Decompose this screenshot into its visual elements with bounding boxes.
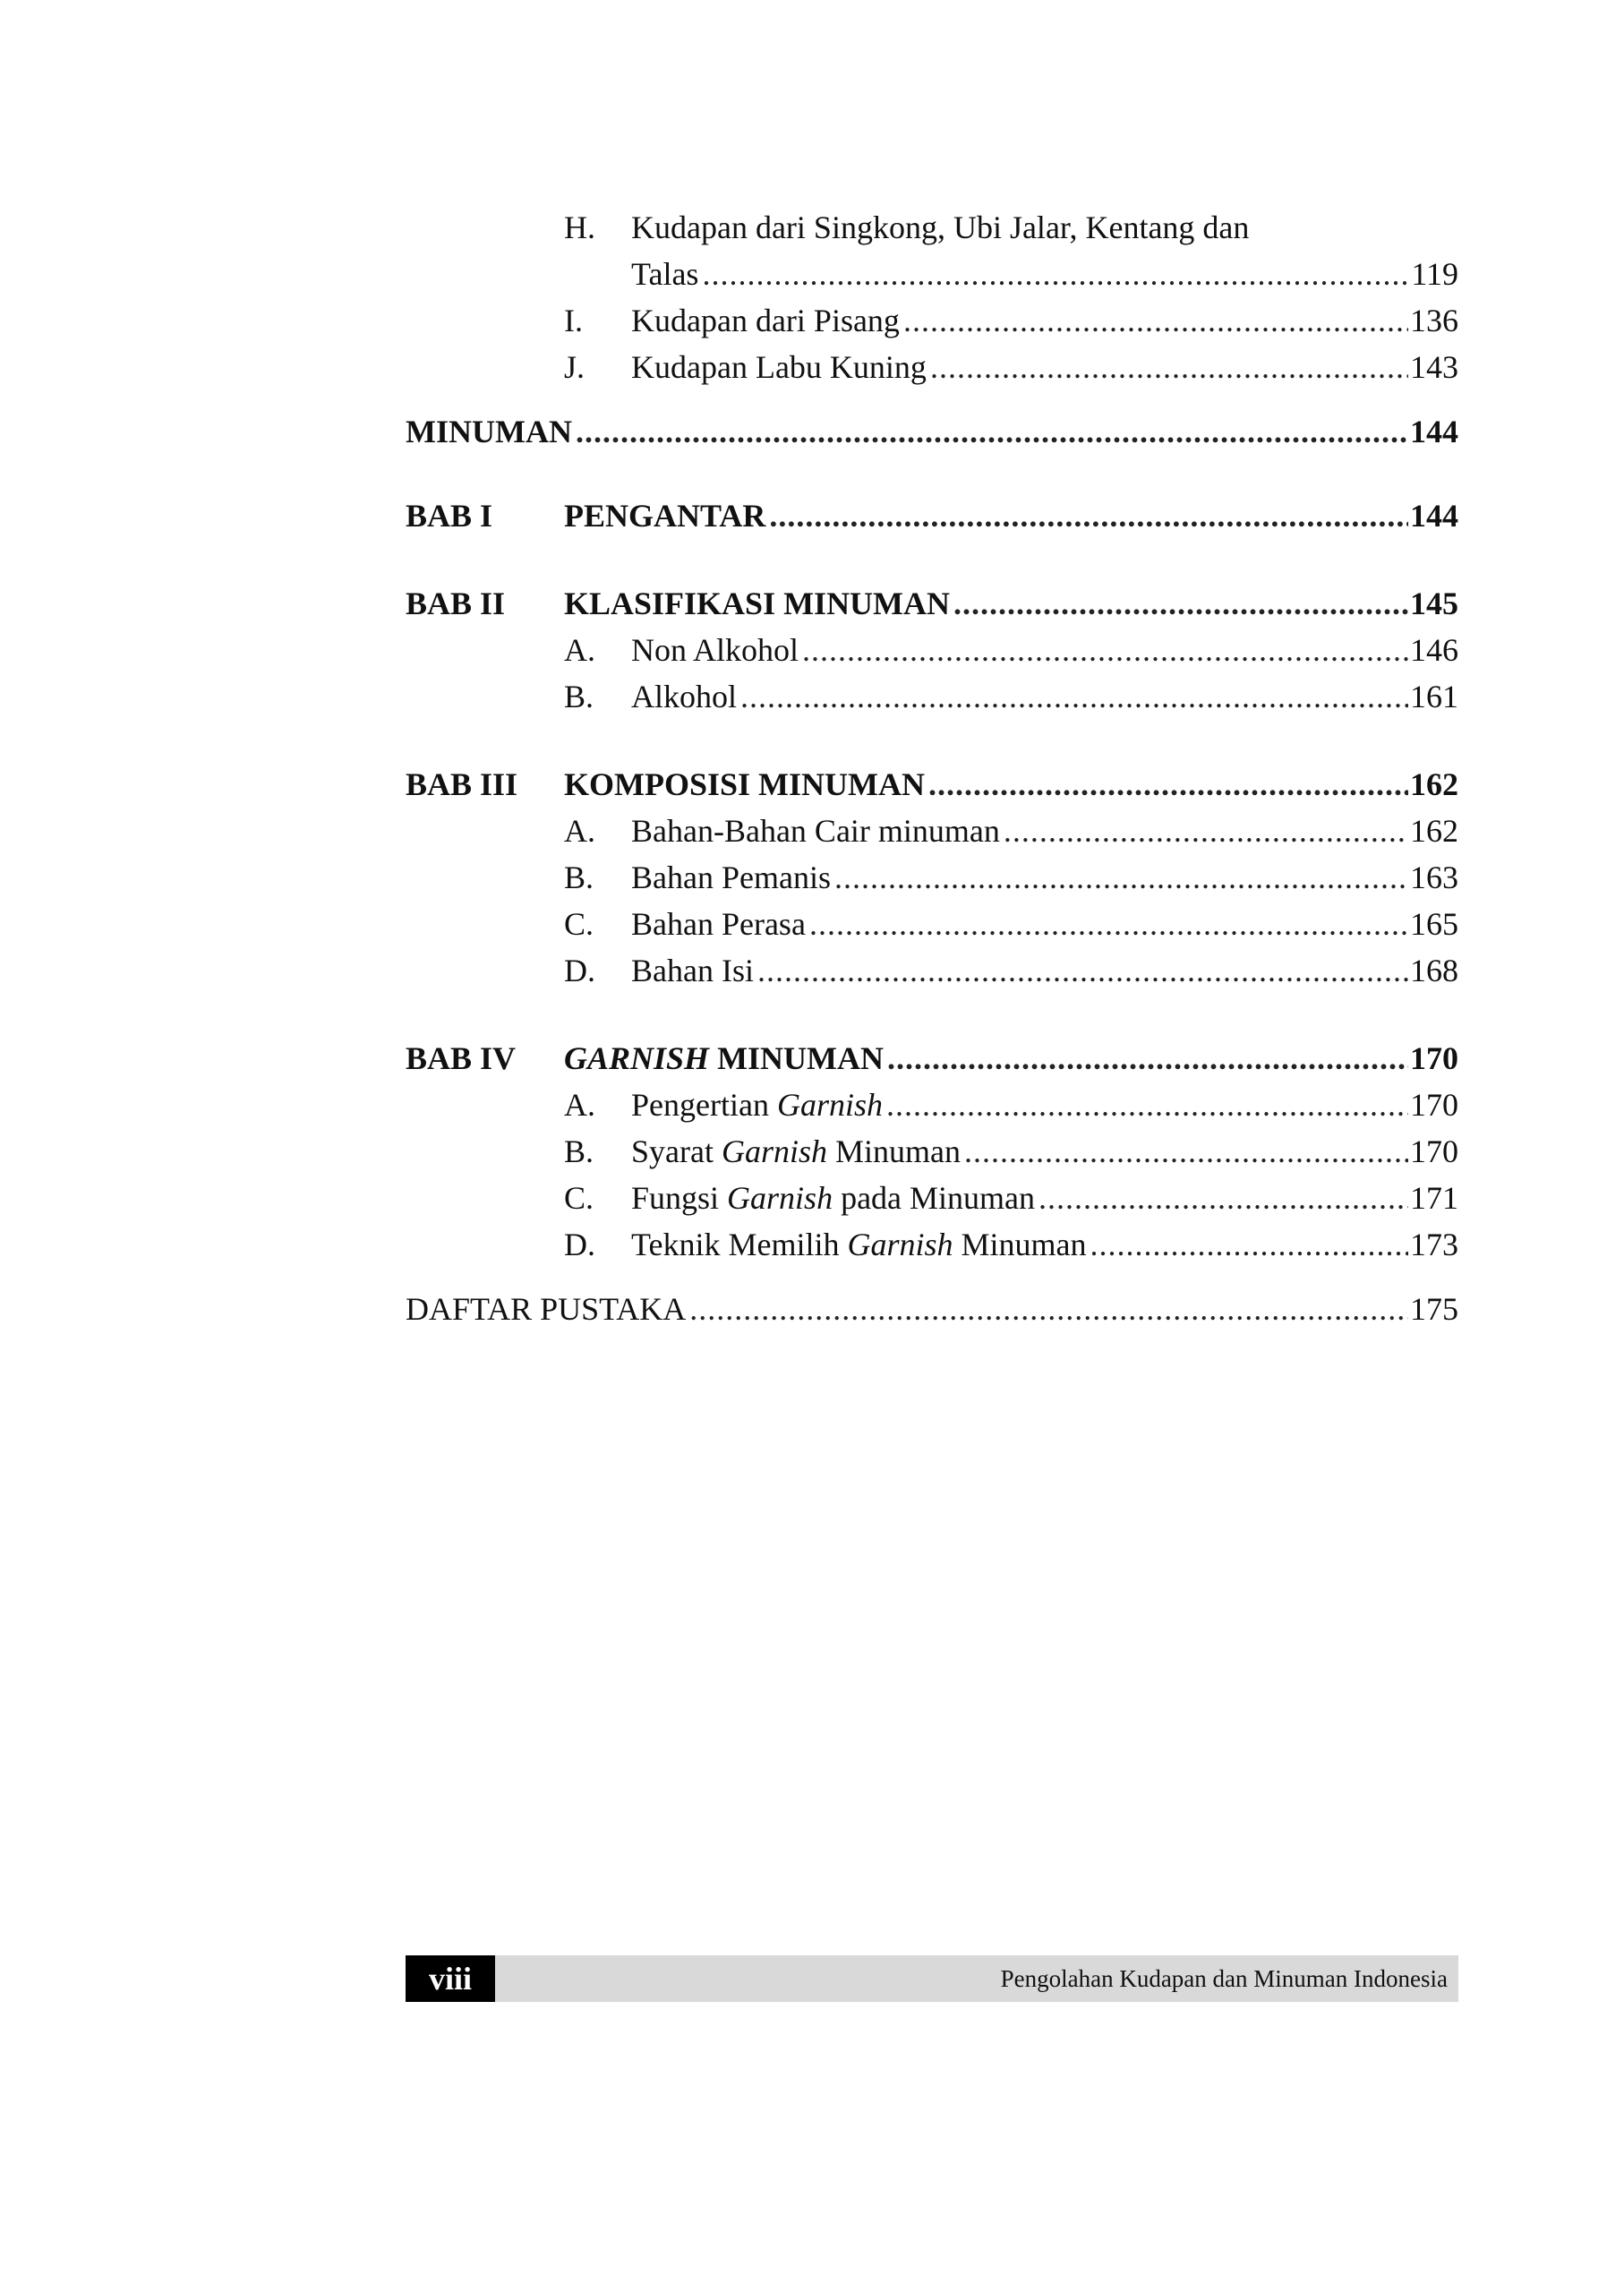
dot-leader — [886, 1082, 1408, 1128]
section-label: D. — [564, 953, 595, 988]
section-title-post: Minuman — [827, 1133, 961, 1169]
chapter-title-italic: GARNISH — [564, 1040, 710, 1076]
toc-entry — [406, 1221, 1458, 1268]
chapter-label: BAB IV — [406, 1040, 517, 1076]
chapter-title: KLASIFIKASI MINUMAN — [564, 586, 951, 621]
dot-leader — [964, 1128, 1408, 1175]
page-number: 162 — [1410, 813, 1458, 849]
chapter-title: KOMPOSISI MINUMAN — [564, 766, 925, 802]
dot-leader — [930, 344, 1408, 390]
section-title: Bahan Pemanis — [631, 860, 831, 895]
toc-entry — [406, 1175, 1458, 1221]
section-label: A. — [564, 813, 595, 849]
section-label: J. — [564, 349, 585, 385]
section-label: A. — [564, 632, 595, 668]
section-label: C. — [564, 1180, 594, 1216]
section-title-pre: Syarat — [631, 1133, 722, 1169]
toc-entry — [406, 901, 1458, 947]
page-number: 170 — [1410, 1040, 1458, 1076]
toc-part-minuman — [406, 408, 1458, 455]
section-title: Kudapan Labu Kuning — [631, 349, 927, 385]
toc-entry — [406, 854, 1458, 901]
toc-chapter-bab-iv — [406, 1035, 1458, 1082]
toc-entry — [406, 673, 1458, 720]
toc-entry — [406, 947, 1458, 994]
page-number: 171 — [1410, 1180, 1458, 1216]
dot-leader — [887, 1035, 1408, 1082]
toc-entry-i — [406, 297, 1458, 344]
dot-leader — [809, 901, 1408, 947]
toc-entry — [406, 627, 1458, 673]
section-title: Kudapan dari Singkong, Ubi Jalar, Kentang dan — [631, 210, 1250, 245]
section-title-italic: Garnish — [776, 1087, 883, 1123]
toc-entry-j — [406, 344, 1458, 390]
section-title: Bahan Isi — [631, 953, 754, 988]
section-title — [631, 1082, 883, 1128]
section-title: Non Alkohol — [631, 632, 799, 668]
dot-leader — [702, 251, 1409, 297]
dot-leader — [769, 492, 1408, 539]
section-title-pre: Fungsi — [631, 1180, 728, 1216]
chapter-title — [564, 1035, 884, 1082]
dot-leader — [1090, 1221, 1408, 1268]
dot-leader — [576, 408, 1408, 455]
page-number: 165 — [1410, 906, 1458, 942]
chapter-label: BAB I — [406, 498, 493, 534]
section-title — [631, 1221, 1086, 1268]
dot-leader — [928, 761, 1408, 808]
section-title-italic: Garnish — [847, 1227, 953, 1262]
page-number: 163 — [1410, 860, 1458, 895]
toc-chapter-bab-iii — [406, 761, 1458, 808]
page-number: 145 — [1410, 586, 1458, 621]
page-number: 175 — [1410, 1291, 1458, 1327]
section-title: Talas — [631, 256, 699, 292]
toc-entry — [406, 1128, 1458, 1175]
section-title — [631, 1175, 1035, 1221]
dot-leader — [834, 854, 1408, 901]
part-title: MINUMAN — [406, 414, 572, 449]
bibliography-title: DAFTAR PUSTAKA — [406, 1291, 687, 1327]
section-label: I. — [564, 303, 583, 338]
dot-leader — [802, 627, 1408, 673]
section-label: A. — [564, 1087, 595, 1123]
section-title-post: pada Minuman — [833, 1180, 1036, 1216]
section-title-italic: Garnish — [727, 1180, 833, 1216]
page-number: 173 — [1410, 1227, 1458, 1262]
dot-leader — [757, 947, 1408, 994]
toc-entry — [406, 808, 1458, 854]
section-label: B. — [564, 860, 594, 895]
toc-entry-h-continued — [406, 251, 1458, 297]
page-number: 146 — [1410, 632, 1458, 668]
footer-book-title: Pengolahan Kudapan dan Minuman Indonesia — [1000, 1965, 1448, 1992]
toc-entry-h — [406, 204, 1458, 251]
chapter-label: BAB II — [406, 586, 506, 621]
dot-leader — [740, 673, 1408, 720]
section-label: D. — [564, 1227, 595, 1262]
section-title-post: Minuman — [953, 1227, 1087, 1262]
chapter-label: BAB III — [406, 766, 518, 802]
section-title-pre: Pengertian — [631, 1087, 777, 1123]
dot-leader — [1039, 1175, 1408, 1221]
section-label: C. — [564, 906, 594, 942]
section-title-italic: Garnish — [721, 1133, 827, 1169]
section-title-pre: Teknik Memilih — [631, 1227, 848, 1262]
section-title: Alkohol — [631, 679, 738, 714]
dot-leader — [953, 580, 1408, 627]
toc-chapter-bab-i — [406, 492, 1458, 539]
section-title — [631, 1128, 961, 1175]
page-number: 143 — [1410, 349, 1458, 385]
section-label: B. — [564, 1133, 594, 1169]
page-number: 170 — [1410, 1087, 1458, 1123]
page-number: 170 — [1410, 1133, 1458, 1169]
page-number: 136 — [1410, 303, 1458, 338]
page-number: 144 — [1410, 498, 1458, 534]
table-of-contents — [406, 204, 1458, 1332]
section-title: Bahan-Bahan Cair minuman — [631, 813, 1000, 849]
section-title: Kudapan dari Pisang — [631, 303, 900, 338]
toc-entry-daftar-pustaka — [406, 1286, 1458, 1332]
page-number: 168 — [1410, 953, 1458, 988]
page-number: 144 — [1410, 414, 1458, 449]
page-number: 162 — [1410, 766, 1458, 802]
page-number: 161 — [1410, 679, 1458, 714]
section-title: Bahan Perasa — [631, 906, 806, 942]
page-footer — [406, 1955, 1458, 2002]
section-label: H. — [564, 210, 595, 245]
dot-leader — [689, 1286, 1408, 1332]
chapter-title-rest: MINUMAN — [709, 1040, 885, 1076]
page-number: 119 — [1411, 256, 1458, 292]
dot-leader — [1004, 808, 1408, 854]
toc-entry — [406, 1082, 1458, 1128]
toc-chapter-bab-ii — [406, 580, 1458, 627]
chapter-title: PENGANTAR — [564, 498, 766, 534]
section-label: B. — [564, 679, 594, 714]
dot-leader — [903, 297, 1408, 344]
footer-page-number: viii — [406, 1955, 495, 2002]
